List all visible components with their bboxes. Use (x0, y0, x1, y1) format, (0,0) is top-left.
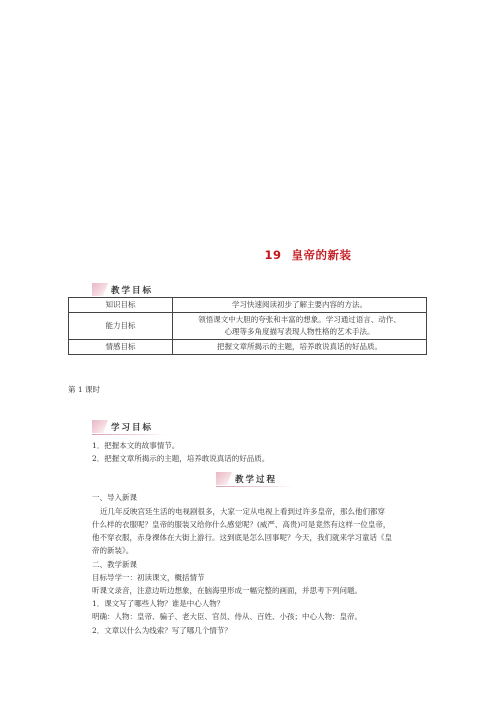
goal-label: 知识目标 (69, 298, 173, 313)
guide-heading: 目标导学一：初读课文，概括情节 (92, 573, 205, 582)
goal-content: 把握文章所揭示的主题，培养敢说真话的好品质。 (173, 340, 427, 355)
teaching-goals-label: 教学目标 (111, 285, 154, 296)
period-label: 第 1 课时 (68, 385, 101, 394)
goal-content (173, 313, 427, 340)
lesson-title (0, 247, 496, 263)
learning-goals-badge (92, 420, 156, 433)
paragraph-line: 他不穿衣服，赤身裸体在大街上游行。这到底是怎么回事呢？今天，我们就来学习童话《皇 (92, 533, 392, 542)
teaching-process-badge (216, 472, 284, 485)
table-row (69, 340, 427, 355)
goal-content-line: 领悟课文中大胆的夸张和丰富的想象。学习通过语言、动作、 (198, 315, 401, 324)
lesson-number: 19 (264, 248, 282, 262)
goal-label: 能力目标 (69, 313, 173, 340)
badge-decoration-icon (216, 472, 232, 485)
badge-decoration-icon (92, 283, 108, 296)
teaching-process-label: 教学过程 (235, 474, 278, 485)
learning-goal-item: 1．把握本文的故事情节。 (92, 441, 180, 450)
goal-content-line: 心理等多角度描写表现人物性格的艺术手法。 (224, 327, 375, 336)
question: 1．课文写了哪些人物？谁是中心人物？ (92, 599, 225, 608)
goal-label: 情感目标 (69, 340, 173, 355)
section-heading: 一、导入新课 (92, 493, 137, 502)
paragraph-line: 听课文录音，注意边听边想象，在脑海里形成一幅完整的画面，并思考下列问题。 (92, 586, 362, 595)
table-row (69, 313, 427, 340)
learning-goals-label: 学习目标 (111, 422, 154, 433)
paragraph-line: 帝的新装》。 (92, 546, 134, 555)
question: 2．文章以什么为线索？写了哪几个情节？ (92, 626, 232, 635)
lesson-name: 皇帝的新装 (291, 248, 352, 262)
goals-table (68, 297, 427, 355)
table-row (69, 298, 427, 313)
answer: 明确：人物：皇帝、骗子、老大臣、官员、侍从、百姓、小孩；中心人物：皇帝。 (92, 612, 362, 621)
section-heading: 二、教学新课 (92, 560, 137, 569)
badge-decoration-icon (92, 420, 108, 433)
paragraph-line: 近几年反映宫廷生活的电视剧很多，大家一定从电视上看到过许多皇帝，那么他们都穿 (100, 507, 385, 516)
goal-content: 学习快速阅读初步了解主要内容的方法。 (173, 298, 427, 313)
teaching-goals-badge (92, 283, 162, 296)
learning-goal-item: 2．把握文章所揭示的主题，培养敢说真话的好品质。 (92, 454, 270, 463)
paragraph-line: 什么样的衣服呢？皇帝的服装又给你什么感觉呢？(威严、高贵)可是竟然有这样一位皇帝， (92, 520, 391, 529)
